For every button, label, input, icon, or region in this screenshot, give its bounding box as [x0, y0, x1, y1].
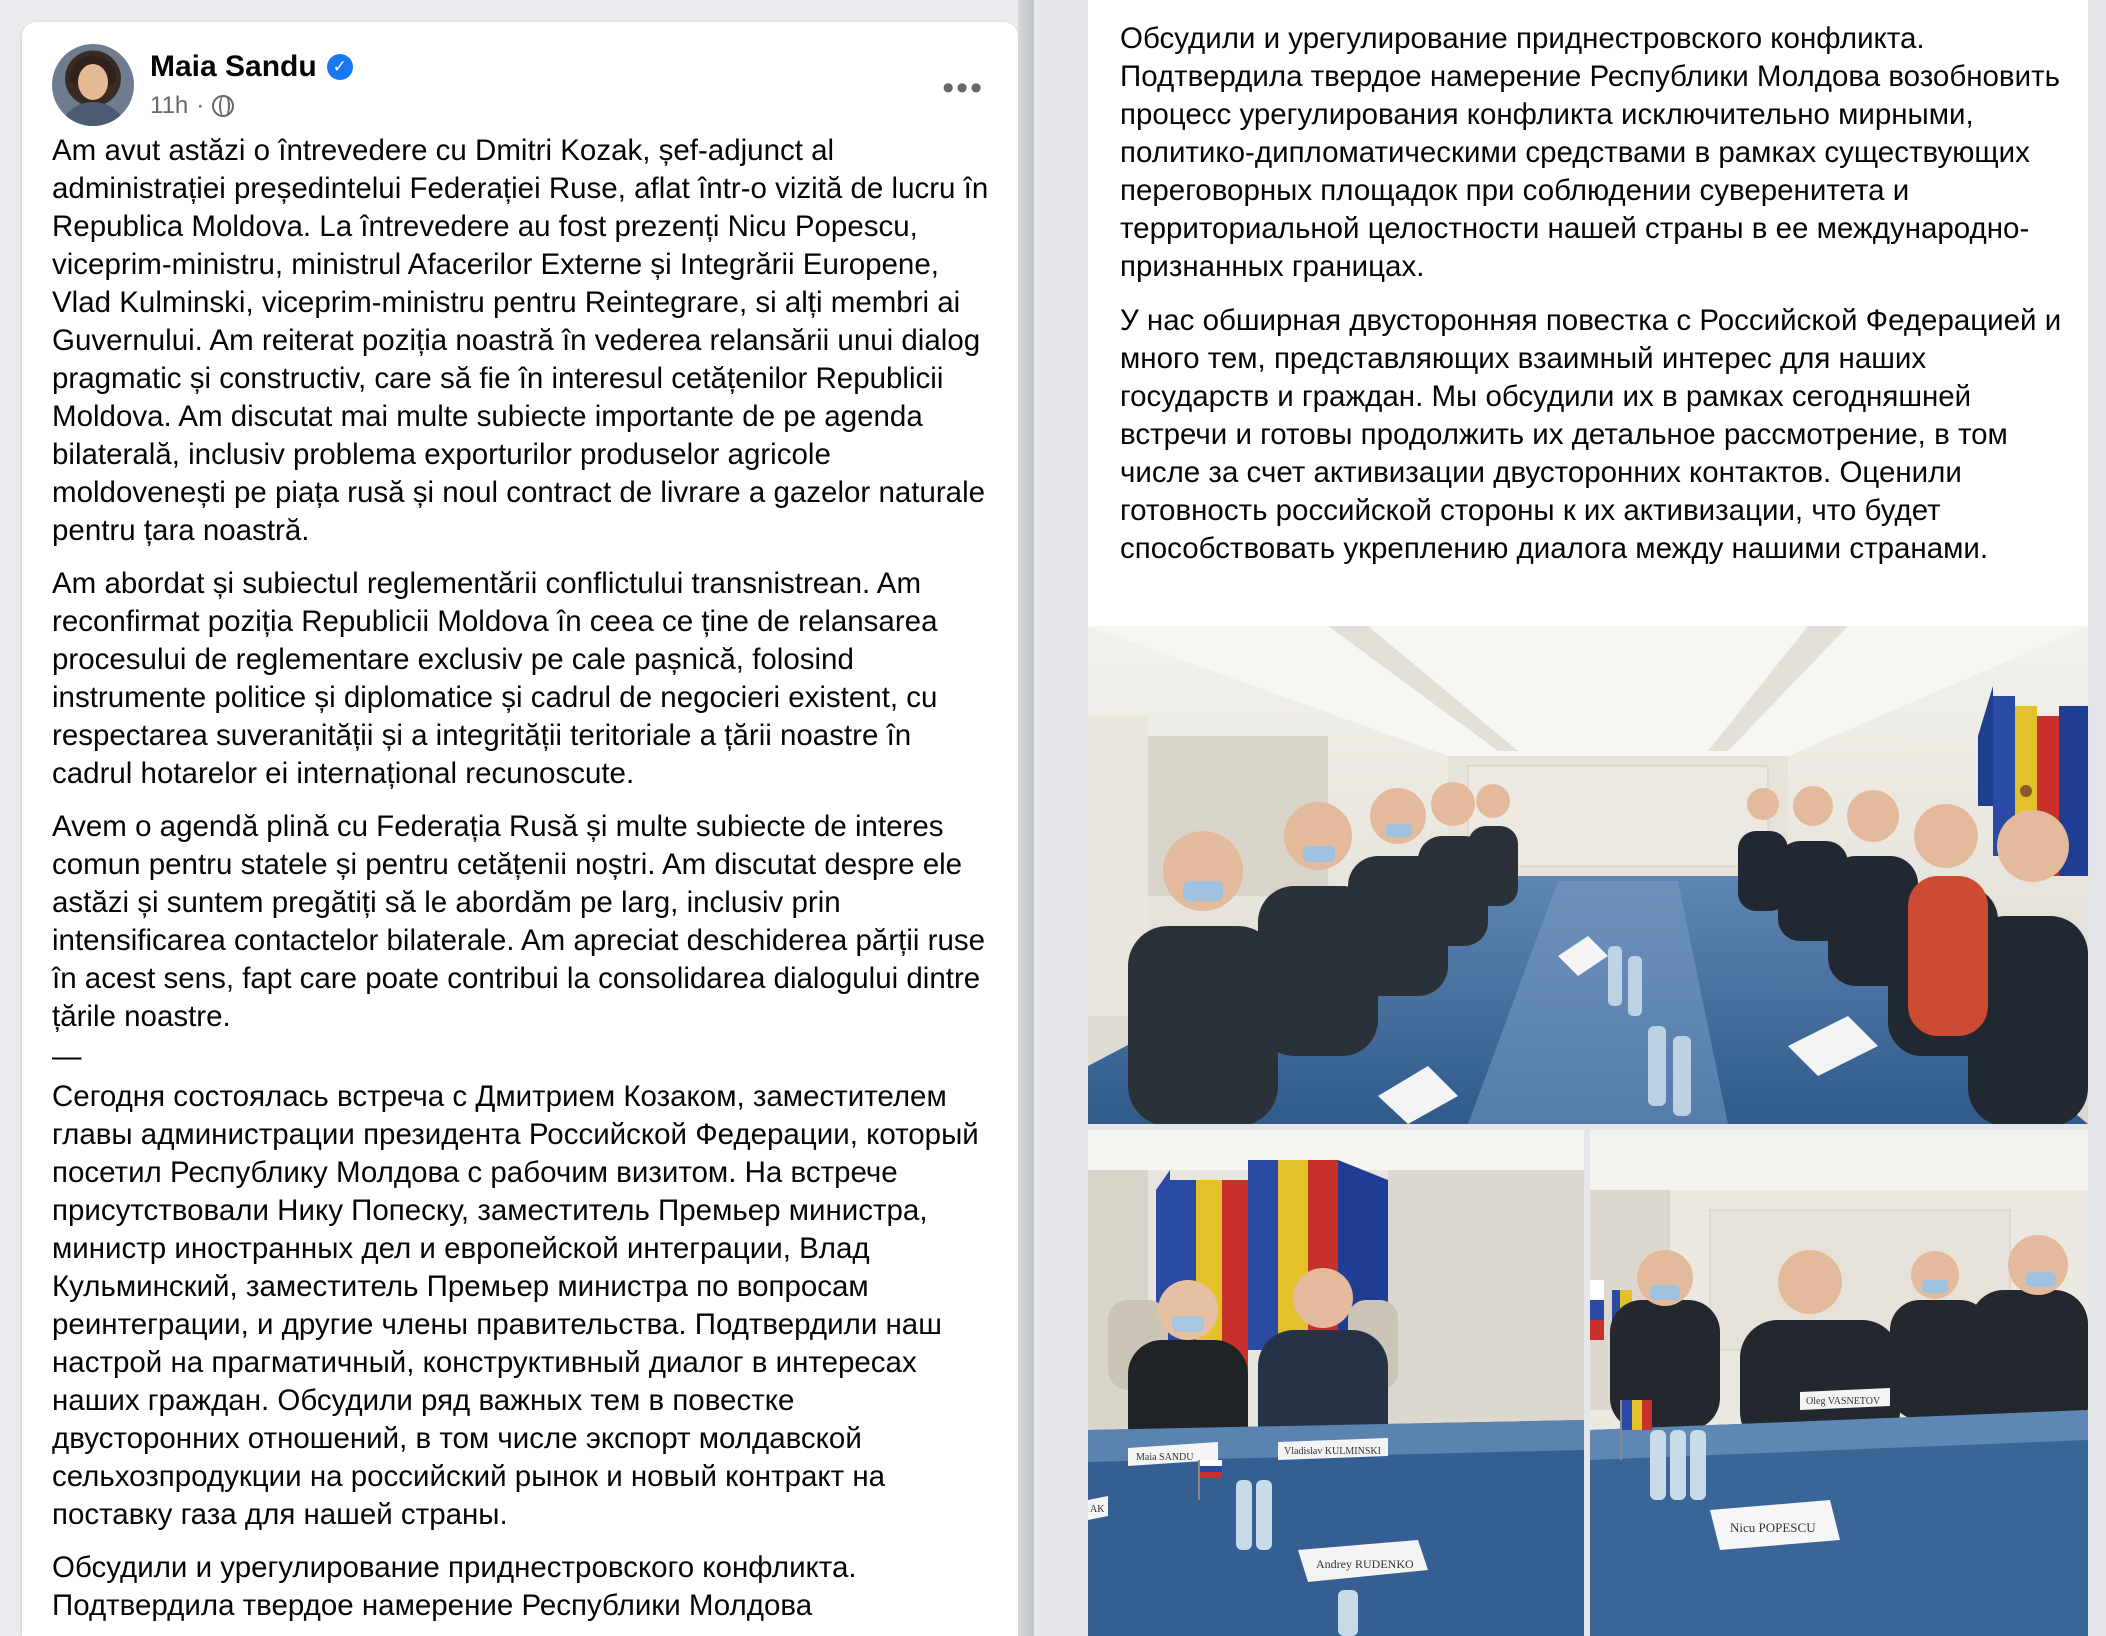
post-paragraph: Сегодня состоялась встреча с Дмитрием Козаком, заместителем главы администрации президента Российской Федерации, который посетил Республику Молдова с рабочим визитом. На встрече присутствовали Нику Попеску, заместитель Премьер министра, министр иностранных дел и европейской интеграции, Влад Кульминский, заместитель Премьер министра по вопросам реинтеграции, и другие члены правительства. Подтвердили наш настрой на прагматичный, конструктивный диалог в интересах наших граждан. Обсудили ряд важных тем в повестке двусторонних отношений, в том числе экспорт молдавской сельхозпродукции на российский рынок и новый контракт на поставку газа для нашей страны.: [52, 1080, 979, 1531]
post-paragraph: Обсудили и урегулирование приднестровского конфликта. Подтвердила твердое намерение Республики Молдова: [52, 1551, 857, 1622]
meeting-photo-right-image: [1590, 1130, 2088, 1636]
meeting-photo-main[interactable]: [1088, 626, 2088, 1124]
more-options-button[interactable]: •••: [942, 69, 984, 107]
post-meta: [150, 92, 234, 120]
globe-icon[interactable]: [212, 95, 234, 117]
post-header: [22, 22, 1018, 132]
post-body: [22, 132, 1018, 1625]
right-panel: [1034, 0, 2106, 1636]
post-text-continuation: [1088, 0, 2088, 626]
post-paragraph: Am abordat și subiectul reglementării conflictului transnistrean. Am reconfirmat poziția Republicii Moldova în ceea ce ține de relansarea procesului de reglementare exclusiv pe cale pașnică, folosind instrumente politice și diplomatice și cadrul de negocieri existent, cu respectarea suveranității și a integrității teritoriale a țării noastre în cadrul hotarelor ei internațional recunoscute.: [52, 567, 938, 790]
window-divider: [1018, 0, 1034, 1636]
language-separator: —: [52, 1040, 82, 1073]
nameplate-text: Oleg VASNETOV: [1806, 1396, 1881, 1407]
author-name[interactable]: Maia Sandu: [150, 50, 317, 83]
post-card: [22, 22, 1018, 1636]
author-avatar[interactable]: [52, 44, 134, 126]
nameplate-text: Vladislav KULMINSKI: [1284, 1446, 1381, 1457]
nameplate-text: AK: [1090, 1504, 1105, 1515]
meeting-photo-main-image: [1088, 626, 2088, 1124]
meeting-photo-left[interactable]: [1088, 1130, 1584, 1636]
post-timestamp[interactable]: 11h: [150, 92, 189, 119]
meeting-photo-right[interactable]: [1590, 1130, 2088, 1636]
post-paragraph: Avem o agendă plină cu Federația Rusă și multe subiecte de interes comun pentru statele și pentru cetățenii noștri. Am discutat despre ele astăzi și suntem pregătiți să le abordăm pe larg, inclusiv prin intensificarea contactelor bilaterale. Am apreciat deschiderea părții ruse în acest sens, fapt care poate contribui la consolidarea dialogului dintre țările noastre.: [52, 810, 986, 1033]
nameplate-text: Maia SANDU: [1136, 1452, 1194, 1463]
author-name-link[interactable]: [150, 50, 353, 84]
meeting-photo-left-image: [1088, 1130, 1584, 1636]
post-paragraph: Обсудили и урегулирование приднестровского конфликта. Подтвердила твердое намерение Республики Молдова возобновить процесс урегулирования конфликта исключительно мирными, политико-дипломатическими средствами в рамках существующих переговорных площадок при соблюдении суверенитета и территориальной целостности нашей страны в ее международно-признанных границах.: [1120, 22, 2060, 283]
nameplate-text: Andrey RUDENKO: [1316, 1557, 1414, 1571]
post-paragraph: Am avut astăzi o întrevedere cu Dmitri Kozak, șef-adjunct al administrației președintelui Federației Ruse, aflat într-o vizită de lucru în Republica Moldova. La întrevedere au fost prezenți Nicu Popescu, viceprim-ministru, ministrul Afacerilor Externe și Integrării Europene, Vlad Kulminski, viceprim-ministru pentru Reintegrare, si alți membri ai Guvernului. Am reiterat poziția noastră în vederea relansării unui dialog pragmatic și constructiv, care să fie în interesul cetățenilor Republicii Moldova. Am discutat mai multe subiecte importante de pe agenda bilaterală, inclusiv problema exporturilor produselor agricole moldovenești pe piața rusă și noul contract de livrare a gazelor naturale pentru țara noastră.: [52, 134, 989, 547]
nameplate-text: Nicu POPESCU: [1730, 1520, 1816, 1535]
meta-separator: ·: [196, 92, 205, 119]
verified-badge-icon: ✓: [327, 54, 353, 80]
post-paragraph: У нас обширная двусторонняя повестка с Российской Федерацией и много тем, представляющих взаимный интерес для наших государств и граждан. Мы обсудили их в рамках сегодняшней встречи и готовы продолжить их детальное рассмотрение, в том числе за счет активизации двусторонних контактов. Оценили готовность российской стороны к их активизации, что будет способствовать укреплению диалога между нашими странами.: [1120, 304, 2062, 565]
